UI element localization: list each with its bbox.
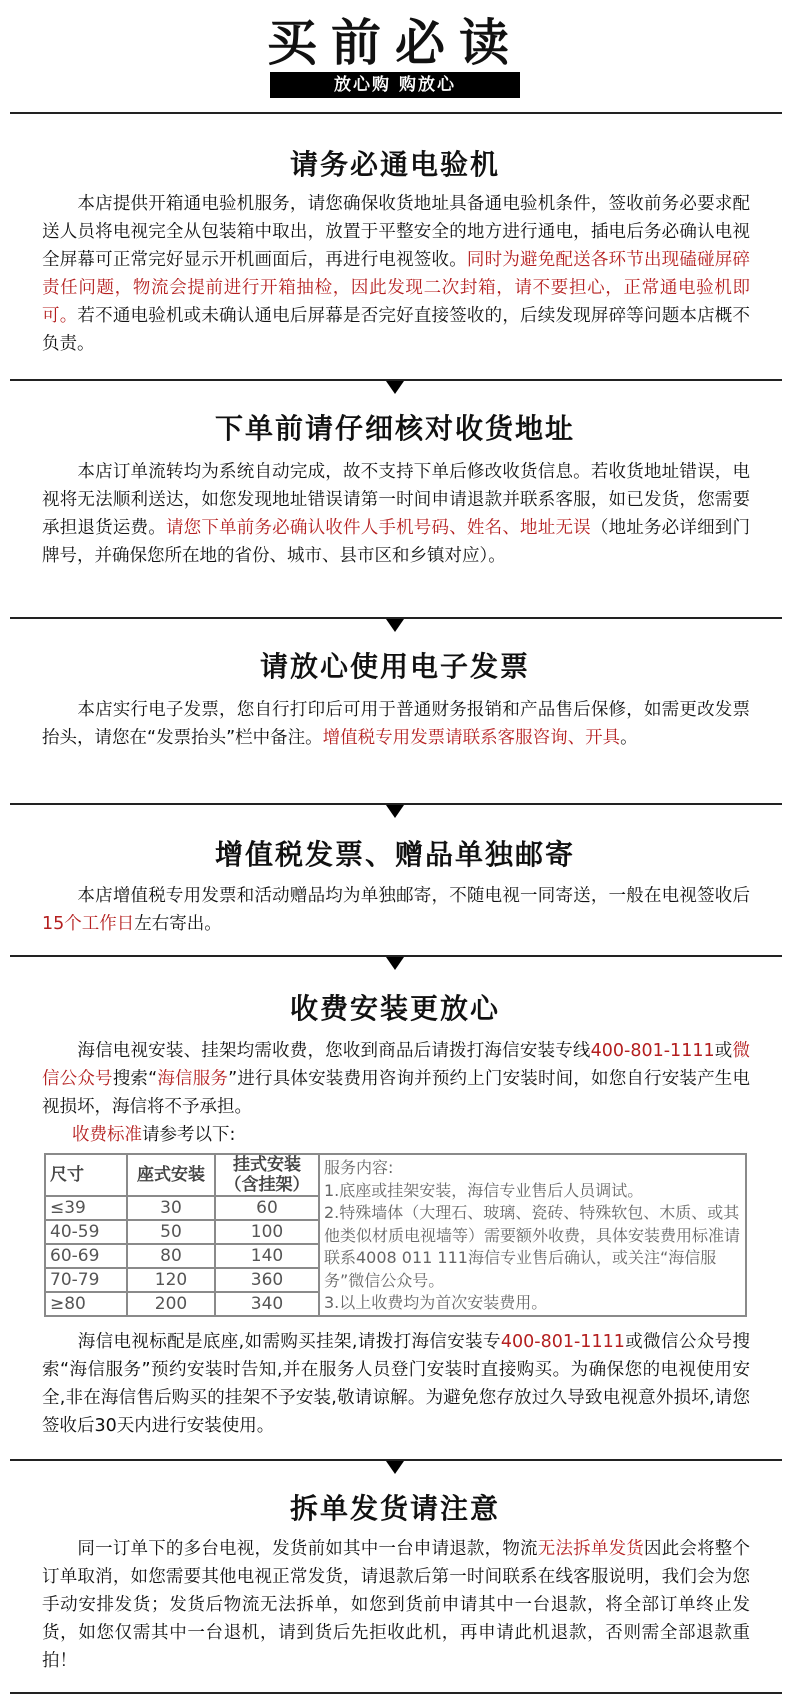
- highlight-text: 无法拆单发货: [537, 1539, 644, 1559]
- body-text: 或: [714, 1041, 733, 1061]
- body-text: 若不通电验机或未确认通电后屏幕是否完好直接签收的，后续发现屏碎等问题本店概不负责。: [42, 306, 751, 354]
- fee-intro-text: 请参考以下:: [142, 1125, 236, 1145]
- section-paragraph: [42, 190, 750, 358]
- cell-wall: 340: [215, 1292, 319, 1316]
- cell-seat: 200: [127, 1292, 215, 1316]
- highlight-text: 海信服务: [157, 1069, 229, 1089]
- cell-seat: 50: [127, 1220, 215, 1244]
- section-paragraph: [42, 1037, 750, 1121]
- service-note: 服务内容:: [324, 1158, 394, 1177]
- cell-wall: 360: [215, 1268, 319, 1292]
- section-paragraph: [42, 1535, 750, 1675]
- body-text: （地址务必详细到门牌号，并确保您所在地的省份、城市、县市区和乡镇对应）。: [42, 518, 750, 566]
- highlight-text: 同时为避免配送各环节出现磕碰屏碎责任问题，物流会提前进行开箱抽检，因此发现二次封箱，请不要担心，正常通电验机即可。: [42, 250, 750, 326]
- highlight-text: 微信公众号: [42, 1041, 751, 1089]
- body-text: 左右寄出。: [134, 914, 222, 934]
- arrow-down-icon: [386, 1461, 404, 1474]
- service-notes: [319, 1154, 746, 1316]
- section-title: 增值税发票、赠品单独邮寄: [214, 838, 575, 871]
- highlight-text: 增值税专用发票请联系客服咨询、开具: [322, 728, 621, 748]
- body-text: 本店增值税专用发票和活动赠品均为单独邮寄，不随电视一同寄送，一般在电视签收后: [42, 886, 750, 906]
- section-paragraph: [42, 696, 750, 752]
- cell-size: 70-79: [45, 1268, 127, 1292]
- cell-size: ≤39: [45, 1196, 127, 1220]
- highlight-text: 15个工作日: [42, 914, 135, 934]
- service-note: 3.以上收费均为首次安装费用。: [324, 1293, 548, 1312]
- arrow-down-icon: [386, 957, 404, 970]
- page-title: 买前必读: [267, 14, 523, 72]
- highlight-text: 400-801-1111: [590, 1041, 715, 1061]
- section-title: 请放心使用电子发票: [259, 650, 530, 683]
- fee-intro-label: 收费标准: [72, 1125, 142, 1145]
- service-note: 2.特殊墙体（大理石、玻璃、瓷砖、特殊软包、木质、或其他类似材质电视墙等）需要额外收费，具体安装费用标准请联系4008 011 111海信专业售后确认，或关注“海信服务”微信公众号。: [324, 1203, 741, 1290]
- body-text: 。: [620, 728, 638, 748]
- table-header-seat: 座式安装: [127, 1154, 215, 1196]
- header-slogan-bar: 放心购 购放心: [270, 72, 520, 98]
- cell-wall: 60: [215, 1196, 319, 1220]
- table-header-wall-line2: （含挂架）: [224, 1175, 310, 1195]
- cell-seat: 120: [127, 1268, 215, 1292]
- highlight-text: 400-801-1111: [500, 1332, 625, 1352]
- section-title: 下单前请仔细核对收货地址: [214, 412, 575, 445]
- service-note: 1.底座或挂架安装，海信专业售后人员调试。: [324, 1180, 644, 1200]
- section-title: 收费安装更放心: [289, 992, 500, 1025]
- cell-size: ≥80: [45, 1292, 127, 1316]
- divider: [10, 112, 782, 114]
- body-text: 搜索“: [112, 1069, 158, 1089]
- highlight-text: 请您下单前务必确认收件人手机号码、姓名、地址无误: [165, 518, 591, 538]
- section-paragraph: [42, 882, 750, 938]
- cell-size: 40-59: [45, 1220, 127, 1244]
- section-paragraph: [42, 1328, 750, 1440]
- cell-seat: 80: [127, 1244, 215, 1268]
- cell-size: 60-69: [45, 1244, 127, 1268]
- body-text: 本店订单流转均为系统自动完成，故不支持下单后修改收货信息。若收货地址错误，电视将无法顺利送达，如您发现地址错误请第一时间申请退款并联系客服，如已发货，您需要承担退货运费。: [42, 462, 750, 538]
- body-text: ”进行具体安装费用咨询并预约上门安装时间，如您自行安装产生电视损坏，海信将不予承担。: [42, 1069, 750, 1117]
- section-paragraph: [42, 458, 750, 570]
- divider: [10, 1692, 782, 1694]
- arrow-down-icon: [386, 381, 404, 394]
- arrow-down-icon: [386, 805, 404, 818]
- fee-intro: [72, 1121, 472, 1149]
- table-header-size: 尺寸: [45, 1154, 127, 1196]
- body-text: 本店实行电子发票，您自行打印后可用于普通财务报销和产品售后保修，如需更改发票抬头，请您在“发票抬头”栏中备注。: [42, 700, 750, 748]
- body-text: 或微信公众号搜索“海信服务”预约安装时告知,并在服务人员登门安装时直接购买。为确保您的电视使用安全,非在海信售后购买的挂架不予安装,敬请谅解。为避免您存放过久导致电视意外损坏,请您签收后30天内进行安装使用。: [42, 1332, 751, 1436]
- cell-seat: 30: [127, 1196, 215, 1220]
- install-fee-table: [44, 1153, 747, 1317]
- table-header-wall: [215, 1154, 319, 1196]
- cell-wall: 140: [215, 1244, 319, 1268]
- section-title: 拆单发货请注意: [289, 1492, 500, 1525]
- arrow-down-icon: [386, 619, 404, 632]
- body-text: 同一订单下的多台电视，发货前如其中一台申请退款，物流: [42, 1539, 538, 1559]
- body-text: 海信电视标配是底座,如需购买挂架,请拨打海信安装专: [42, 1332, 501, 1352]
- cell-wall: 100: [215, 1220, 319, 1244]
- body-text: 因此会将整个订单取消，如您需要其他电视正常发货，请退款后第一时间联系在线客服说明，我们会为您手动安排发货；发货后物流无法拆单，如您到货前申请其中一台退款，将全部订单终止发货，如您仅需其中一台退机，请到货后先拒收此机，再申请此机退款，否则需全部退款重拍！: [42, 1539, 751, 1671]
- section-title: 请务必通电验机: [289, 148, 500, 181]
- table-header-wall-line1: 挂式安装: [233, 1155, 301, 1175]
- body-text: 本店提供开箱通电验机服务，请您确保收货地址具备通电验机条件，签收前务必要求配送人员将电视完全从包装箱中取出，放置于平整安全的地方进行通电，插电后务必确认电视全屏幕可正常完好显示开机画面后，再进行电视签收。: [42, 194, 750, 270]
- body-text: 海信电视安装、挂架均需收费，您收到商品后请拨打海信安装专线: [42, 1041, 591, 1061]
